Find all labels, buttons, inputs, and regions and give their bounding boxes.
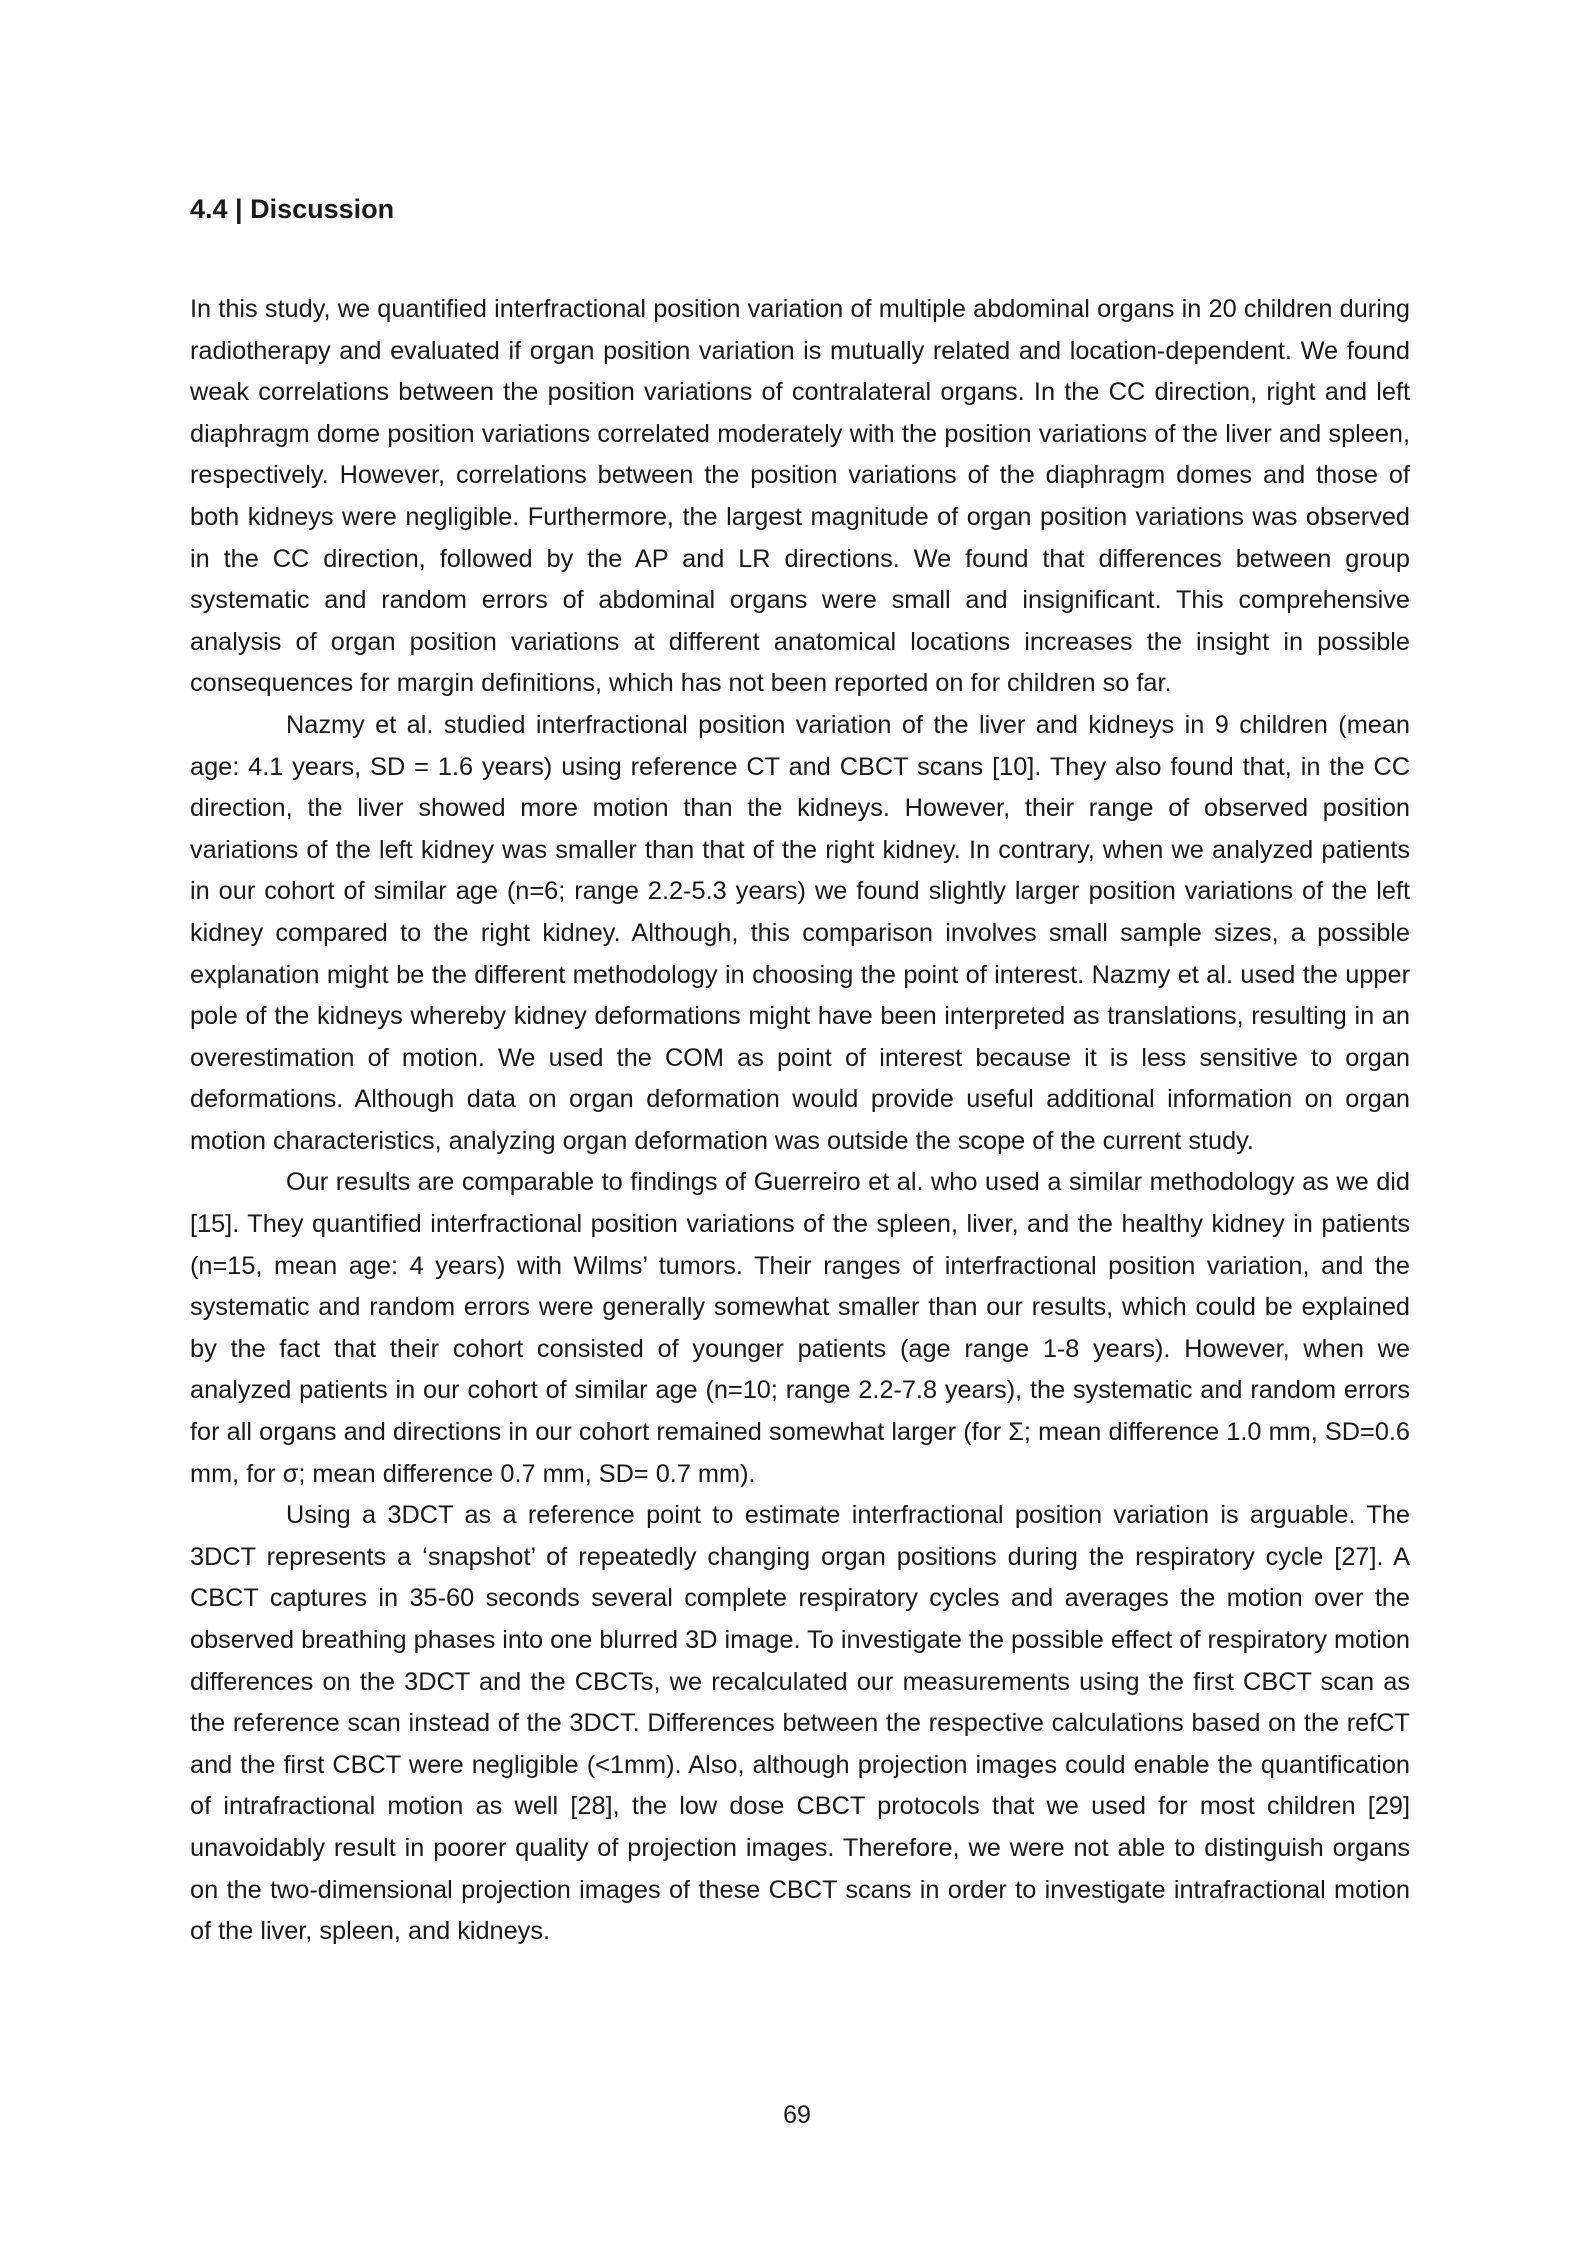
page-number: 69 [783, 2101, 811, 2129]
page-content [190, 185, 1410, 1953]
paragraph-2: Nazmy et al. studied interfractional position variation of the liver and kidneys in 9 children (mean age: 4.1 years, SD = 1.6 years) using reference CT and CBCT scans [10]. They also found that, in the CC direction, the liver showed more motion than the kidneys. However, their range of observed position variations of the left kidney was smaller than that of the right kidney. In contrary, when we analyzed patients in our cohort of similar age (n=6; range 2.2-5.3 years) we found slightly larger position variations of the left kidney compared to the right kidney. Although, this comparison involves small sample sizes, a possible explanation might be the different methodology in choosing the point of interest. Nazmy et al. used the upper pole of the kidneys whereby kidney deformations might have been interpreted as translations, resulting in an overestimation of motion. We used the COM as point of interest because it is less sensitive to organ deformations. Although data on organ deformation would provide useful additional information on organ motion characteristics, analyzing organ deformation was outside the scope of the current study. [190, 710, 1410, 1155]
paragraph-4: Using a 3DCT as a reference point to estimate interfractional position variation is arguable. The 3DCT represents a ‘snapshot’ of repeatedly changing organ positions during the respiratory cycle [27]. A CBCT captures in 35-60 seconds several complete respiratory cycles and averages the motion over the observed breathing phases into one blurred 3D image. To investigate the possible effect of respiratory motion differences on the 3DCT and the CBCTs, we recalculated our measurements using the first CBCT scan as the reference scan instead of the 3DCT. Differences between the respective calculations based on the refCT and the first CBCT were negligible (<1mm). Also, although projection images could enable the quantification of intrafractional motion as well [28], the low dose CBCT protocols that we used for most children [29] unavoidably result in poorer quality of projection images. Therefore, we were not able to distinguish organs on the two-dimensional projection images of these CBCT scans in order to investigate intrafractional motion of the liver, spleen, and kidneys. [190, 1501, 1410, 1946]
section-heading: 4.4 | Discussion [190, 194, 395, 224]
paragraph-1: In this study, we quantified interfractional position variation of multiple abdominal organs in 20 children during radiotherapy and evaluated if organ position variation is mutually related and location-dependent. We found weak correlations between the position variations of contralateral organs. In the CC direction, right and left diaphragm dome position variations correlated moderately with the position variations of the liver and spleen, respectively. However, correlations between the position variations of the diaphragm domes and those of both kidneys were negligible. Furthermore, the largest magnitude of organ position variations was observed in the CC direction, followed by the AP and LR directions. We found that differences between group systematic and random errors of abdominal organs were small and insignificant. This comprehensive analysis of organ position variations at different anatomical locations increases the insight in possible consequences for margin definitions, which has not been reported on for children so far. [190, 295, 1410, 698]
paragraph-3: Our results are comparable to findings of Guerreiro et al. who used a similar methodology as we did [15]. They quantified interfractional position variations of the spleen, liver, and the healthy kidney in patients (n=15, mean age: 4 years) with Wilms’ tumors. Their ranges of interfractional position variation, and the systematic and random errors were generally somewhat smaller than our results, which could be explained by the fact that their cohort consisted of younger patients (age range 1-8 years). However, when we analyzed patients in our cohort of similar age (n=10; range 2.2-7.8 years), the systematic and random errors for all organs and directions in our cohort remained somewhat larger (for Σ; mean difference 1.0 mm, SD=0.6 mm, for σ; mean difference 0.7 mm, SD= 0.7 mm). [190, 1168, 1410, 1488]
discussion-body [190, 289, 1410, 1953]
